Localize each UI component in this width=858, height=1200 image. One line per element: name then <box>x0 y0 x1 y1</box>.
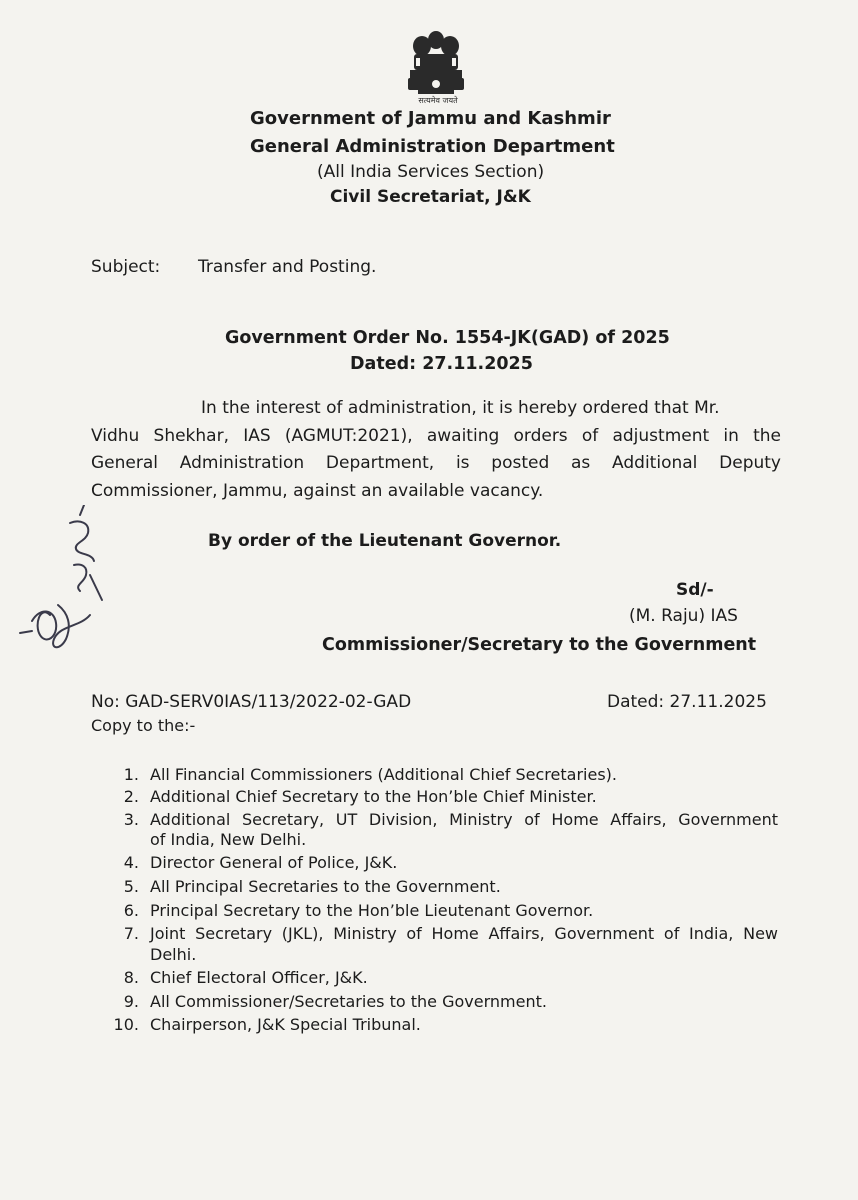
signatory-name: (M. Raju) IAS <box>629 606 738 626</box>
list-item-number: 10. <box>113 1015 139 1034</box>
list-item: Director General of Police, J&K. <box>150 853 398 872</box>
handwritten-initials <box>10 505 120 665</box>
copy-to-label: Copy to the:- <box>91 716 196 735</box>
sd-mark: Sd/- <box>676 580 714 600</box>
order-number: Government Order No. 1554-JK(GAD) of 2025 <box>225 328 670 348</box>
list-item-number: 9. <box>123 992 139 1011</box>
header-secretariat: Civil Secretariat, J&K <box>330 187 531 207</box>
subject-text: Transfer and Posting. <box>198 257 377 277</box>
list-item: Joint Secretary (JKL), Ministry of Home Affairs, Government of India, New <box>150 924 778 943</box>
list-item-number: 2. <box>123 787 139 806</box>
list-item: All Financial Commissioners (Additional Chief Secretaries). <box>150 765 617 784</box>
reference-number: No: GAD-SERV0IAS/113/2022-02-GAD <box>91 692 412 712</box>
list-item: All Commissioner/Secretaries to the Government. <box>150 992 547 1011</box>
order-date: Dated: 27.11.2025 <box>350 354 533 374</box>
list-item-number: 7. <box>123 924 139 943</box>
header-section: (All India Services Section) <box>317 162 545 182</box>
list-item-number: 3. <box>123 810 139 829</box>
body-line-3: General Administration Department, is posted as Additional Deputy <box>91 453 781 473</box>
list-item: Chairperson, J&K Special Tribunal. <box>150 1015 421 1034</box>
list-item-continuation: of India, New Delhi. <box>150 830 307 849</box>
list-item-continuation: Delhi. <box>150 945 197 964</box>
emblem-motto: सत्यमेव जयते <box>418 96 458 105</box>
list-item-number: 5. <box>123 877 139 896</box>
by-order-line: By order of the Lieutenant Governor. <box>208 531 562 551</box>
list-item: Chief Electoral Officer, J&K. <box>150 968 368 987</box>
list-item-number: 1. <box>123 765 139 784</box>
list-item-number: 4. <box>123 853 139 872</box>
list-item: Principal Secretary to the Hon’ble Lieutenant Governor. <box>150 901 594 920</box>
list-item-number: 8. <box>123 968 139 987</box>
body-line-1: In the interest of administration, it is hereby ordered that Mr. <box>201 398 720 418</box>
header-government: Government of Jammu and Kashmir <box>250 108 611 129</box>
list-item: Additional Secretary, UT Division, Ministry of Home Affairs, Government <box>150 810 778 829</box>
body-line-2: Vidhu Shekhar, IAS (AGMUT:2021), awaiting orders of adjustment in the <box>91 426 781 446</box>
signatory-designation: Commissioner/Secretary to the Government <box>322 635 757 655</box>
list-item: Additional Chief Secretary to the Hon’ble Chief Minister. <box>150 787 597 806</box>
list-item-number: 6. <box>123 901 139 920</box>
list-item: All Principal Secretaries to the Government. <box>150 877 501 896</box>
reference-date: Dated: 27.11.2025 <box>607 692 767 712</box>
header-department: General Administration Department <box>250 136 615 157</box>
body-line-4: Commissioner, Jammu, against an available vacancy. <box>91 481 544 501</box>
subject-label: Subject: <box>91 257 161 277</box>
